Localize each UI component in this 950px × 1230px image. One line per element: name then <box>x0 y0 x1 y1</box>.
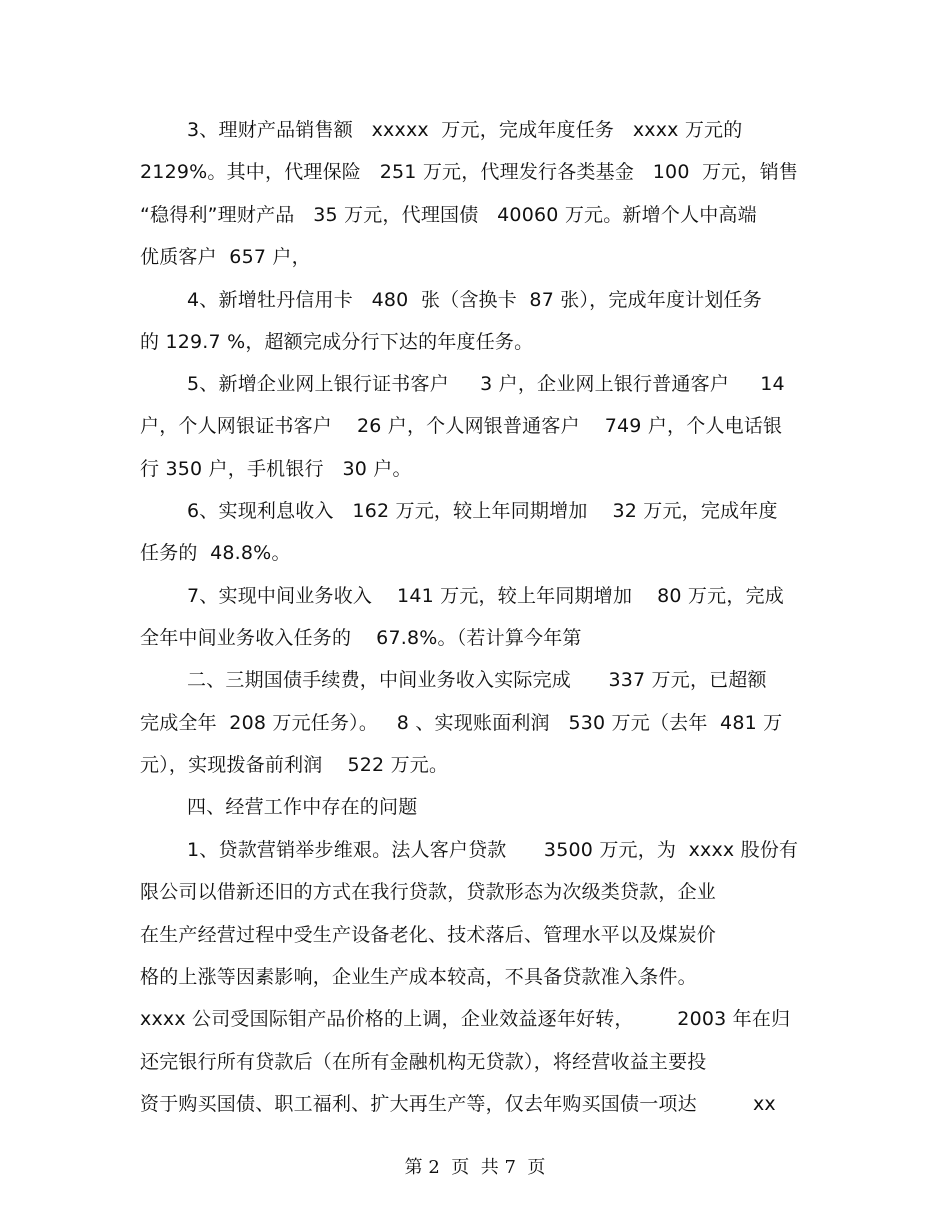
text-line: 在生产经营过程中受生产设备老化、技术落后、管理水平以及煤炭价 <box>140 924 717 946</box>
text-line: 四、经营工作中存在的问题 <box>187 796 418 818</box>
text-line: 户，个人网银证书客户 26 户，个人网银普通客户 749 户，个人电话银 <box>140 415 783 437</box>
text-line: 全年中间业务收入任务的 67.8%。（若计算今年第 <box>140 627 582 649</box>
text-line: “稳得利”理财产品 35 万元，代理国债 40060 万元。新增个人中高端 <box>140 204 757 226</box>
text-line: 6、实现利息收入 162 万元，较上年同期增加 32 万元，完成年度 <box>187 500 778 522</box>
page-footer: 第 2 页 共 7 页 <box>404 1157 546 1178</box>
text-line: 5、新增企业网上银行证书客户 3 户，企业网上银行普通客户 14 <box>187 373 785 395</box>
text-line: 资于购买国债、职工福利、扩大再生产等，仅去年购买国债一项达 xx <box>140 1093 776 1115</box>
text-line: 格的上涨等因素影响，企业生产成本较高，不具备贷款准入条件。 <box>140 966 697 988</box>
text-line: 4、新增牡丹信用卡 480 张（含换卡 87 张），完成年度计划任务 <box>187 289 762 311</box>
text-line: xxxx 公司受国际钼产品价格的上调，企业效益逐年好转， 2003 年在归 <box>140 1008 791 1030</box>
text-line: 的 129.7 %，超额完成分行下达的年度任务。 <box>140 331 534 353</box>
text-line: 3、理财产品销售额 xxxxx 万元，完成年度任务 xxxx 万元的 <box>187 119 743 141</box>
text-line: 优质客户 657 户， <box>140 246 311 268</box>
text-line: 2129%。其中，代理保险 251 万元，代理发行各类基金 100 万元，销售 <box>140 161 799 183</box>
text-line: 二、三期国债手续费，中间业务收入实际完成 337 万元，已超额 <box>187 669 767 691</box>
text-line: 行 350 户，手机银行 30 户。 <box>140 458 412 480</box>
text-line: 元），实现拨备前利润 522 万元。 <box>140 754 449 776</box>
text-line: 1、贷款营销举步维艰。法人客户贷款 3500 万元，为 xxxx 股份有 <box>187 839 799 861</box>
text-line: 限公司以借新还旧的方式在我行贷款，贷款形态为次级类贷款，企业 <box>140 881 717 903</box>
text-line: 7、实现中间业务收入 141 万元，较上年同期增加 80 万元，完成 <box>187 585 784 607</box>
text-line: 完成全年 208 万元任务）。 8 、实现账面利润 530 万元（去年 481 万 <box>140 712 783 734</box>
text-line: 任务的 48.8%。 <box>140 542 291 564</box>
text-line: 还完银行所有贷款后（在所有金融机构无贷款），将经营收益主要投 <box>140 1051 707 1073</box>
